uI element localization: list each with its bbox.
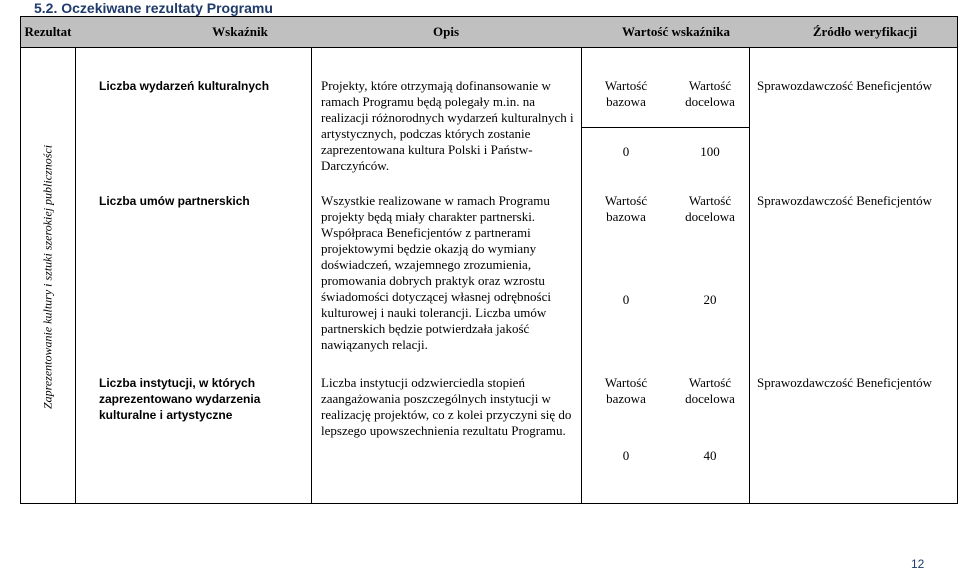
row1-opis: Projekty, które otrzymają dofinansowanie w ramach Programu będą polegały m.in. na realizacji różnorodnych wydarzeń kulturalnych i artystycznych, podczas których zostanie zaprezentowana kultura Polski i Państw- Darczyńców. — [321, 78, 574, 173]
col-divider — [749, 48, 750, 503]
row2-bazowa-label: Wartość bazowa — [604, 193, 648, 224]
table-header-row — [21, 17, 957, 48]
header-opis: Opis — [432, 24, 459, 39]
row1-wskaznik: Liczba wydarzeń kulturalnych — [99, 79, 270, 93]
results-table — [20, 16, 958, 504]
row3-bazowa-label: Wartość bazowa — [604, 375, 648, 406]
rezultat-label: Zaprezentowanie kultury i sztuki szerokiej publiczności — [40, 144, 55, 409]
rezultat-cell — [21, 48, 75, 505]
row3-zrodlo: Sprawozdawczość Beneficjentów — [757, 375, 933, 390]
row2-docelowa-value: 20 — [703, 292, 717, 307]
row3-docelowa-value: 40 — [703, 448, 717, 463]
header-zrodlo: Źródło weryfikacji — [812, 24, 918, 39]
page-number: 12 — [911, 557, 925, 571]
row3-docelowa-label: Wartość docelowa — [685, 375, 735, 406]
row1-docelowa-label: Wartość docelowa — [685, 78, 735, 109]
header-wartosc: Wartość wskaźnika — [622, 24, 730, 39]
row2-bazowa-value: 0 — [622, 292, 630, 307]
section-title: 5.2. Oczekiwane rezultaty Programu — [34, 0, 273, 16]
value-divider — [581, 127, 749, 128]
row2-wskaznik: Liczba umów partnerskich — [99, 194, 250, 208]
row3-bazowa-value: 0 — [622, 448, 630, 463]
header-rezultat: Rezultat — [24, 24, 72, 39]
header-wskaznik: Wskaźnik — [212, 24, 268, 39]
row2-opis: Wszystkie realizowane w ramach Programu projekty będą miały charakter partnerski. Współpraca Beneficjentów z partnerami projektowymi będzie okazją do wymiany doświadczeń, wzajemnego zrozumienia, promowania dobrych praktyk oraz wzrostu świadomości dotyczącej własnej odrębności kulturowej i nauki tolerancji. Liczba umów partnerskich będzie potwierdzała jakość nawiązanych relacji. — [321, 193, 551, 352]
row1-zrodlo: Sprawozdawczość Beneficjentów — [757, 78, 933, 93]
row1-docelowa-value: 100 — [700, 144, 720, 159]
row3-opis: Liczba instytucji odzwierciedla stopień zaangażowania poszczególnych instytucji w realizację projektów, co z kolei przyczyni się do lepszego upowszechnienia rezultatu Programu. — [321, 375, 572, 438]
row3-wskaznik: Liczba instytucji, w których zaprezentowano wydarzenia kulturalne i artystyczne — [99, 376, 261, 422]
col-divider — [581, 48, 582, 503]
row1-bazowa-label: Wartość bazowa — [604, 78, 648, 109]
row1-bazowa-value: 0 — [622, 144, 630, 159]
col-divider — [311, 48, 312, 503]
row2-zrodlo: Sprawozdawczość Beneficjentów — [757, 193, 933, 208]
col-divider — [75, 48, 76, 503]
row2-docelowa-label: Wartość docelowa — [685, 193, 735, 224]
